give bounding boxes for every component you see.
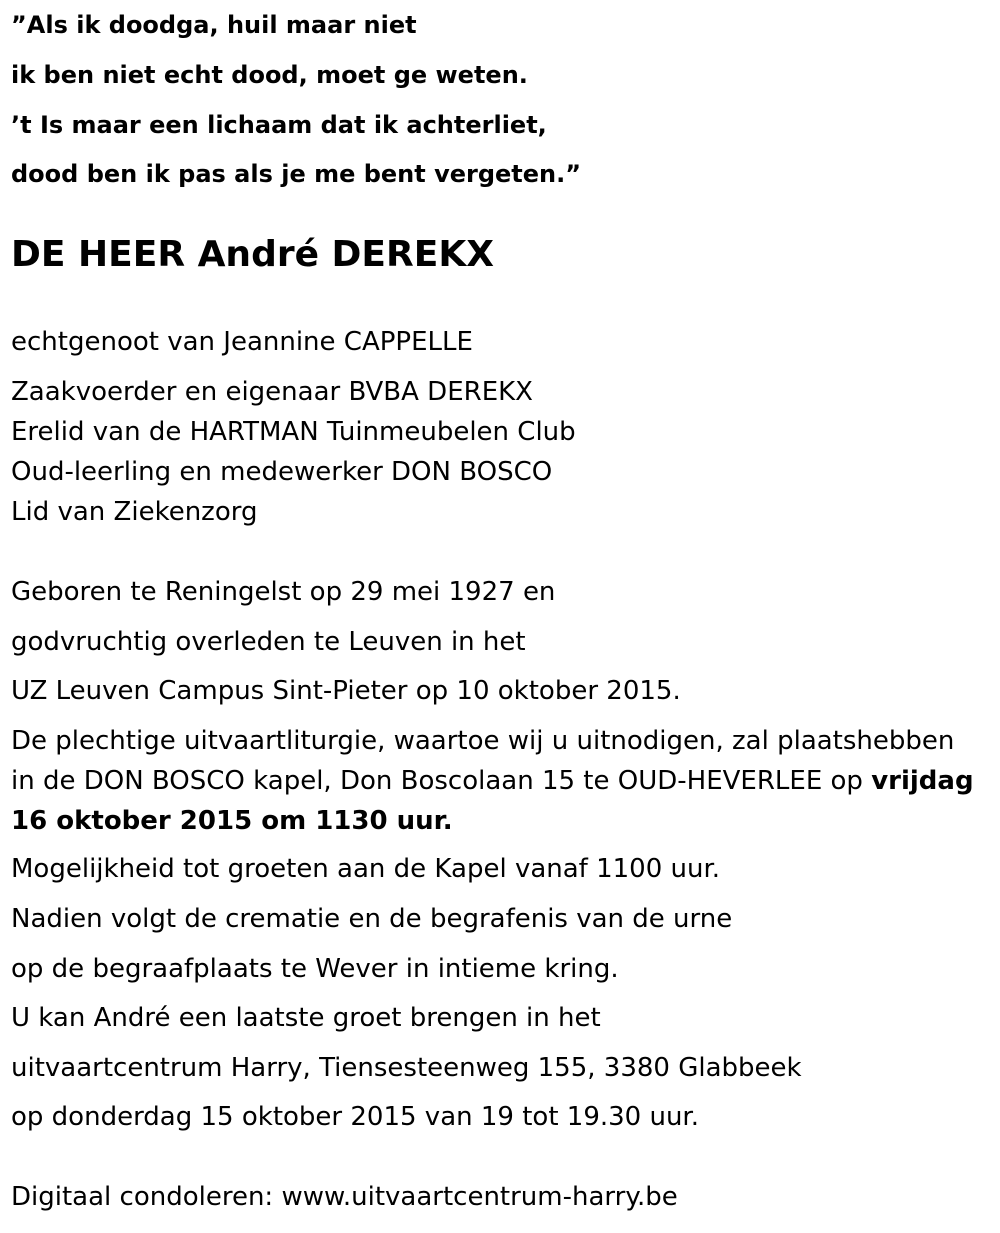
detail-line-6: op donderdag 15 oktober 2015 van 19 tot 19.30 uur.	[11, 1102, 699, 1132]
death-line-2: UZ Leuven Campus Sint-Pieter op 10 oktober 2015.	[11, 676, 681, 706]
poem-line-4: dood ben ik pas als je me bent vergeten.”	[11, 160, 582, 188]
spouse-line: echtgenoot van Jeannine CAPPELLE	[11, 327, 473, 357]
birth-line: Geboren te Reningelst op 29 mei 1927 en	[11, 577, 556, 607]
detail-line-4: U kan André een laatste groet brengen in het	[11, 1003, 601, 1033]
detail-line-5: uitvaartcentrum Harry, Tiensesteenweg 155, 3380 Glabbeek	[11, 1053, 802, 1083]
poem-line-3: ’t Is maar een lichaam dat ik achterliet,	[11, 111, 547, 139]
death-line-1: godvruchtig overleden te Leuven in het	[11, 627, 526, 657]
poem-line-1: ”Als ik doodga, huil maar niet	[11, 11, 417, 39]
funeral-text: De plechtige uitvaartliturgie, waartoe wij u uitnodigen, zal plaatshebben in de DON BOSCO kapel, Don Boscolaan 15 te OUD-HEVERLEE op	[11, 726, 955, 796]
condolence-link[interactable]: Digitaal condoleren: www.uitvaartcentrum-harry.be	[11, 1182, 678, 1212]
role-line-3: Oud-leerling en medewerker DON BOSCO	[11, 457, 553, 487]
role-line-1: Zaakvoerder en eigenaar BVBA DEREKX	[11, 377, 533, 407]
role-line-4: Lid van Ziekenzorg	[11, 497, 258, 527]
funeral-paragraph	[11, 721, 986, 841]
role-line-2: Erelid van de HARTMAN Tuinmeubelen Club	[11, 417, 576, 447]
detail-line-1: Mogelijkheid tot groeten aan de Kapel vanaf 1100 uur.	[11, 854, 721, 884]
detail-line-3: op de begraafplaats te Wever in intieme kring.	[11, 954, 619, 984]
deceased-name-title: DE HEER André DEREKX	[11, 234, 494, 275]
detail-line-2: Nadien volgt de crematie en de begrafenis van de urne	[11, 904, 733, 934]
funeral-date-time: vrijdag 16 oktober 2015 om 1130 uur.	[11, 766, 974, 836]
poem-line-2: ik ben niet echt dood, moet ge weten.	[11, 61, 528, 89]
